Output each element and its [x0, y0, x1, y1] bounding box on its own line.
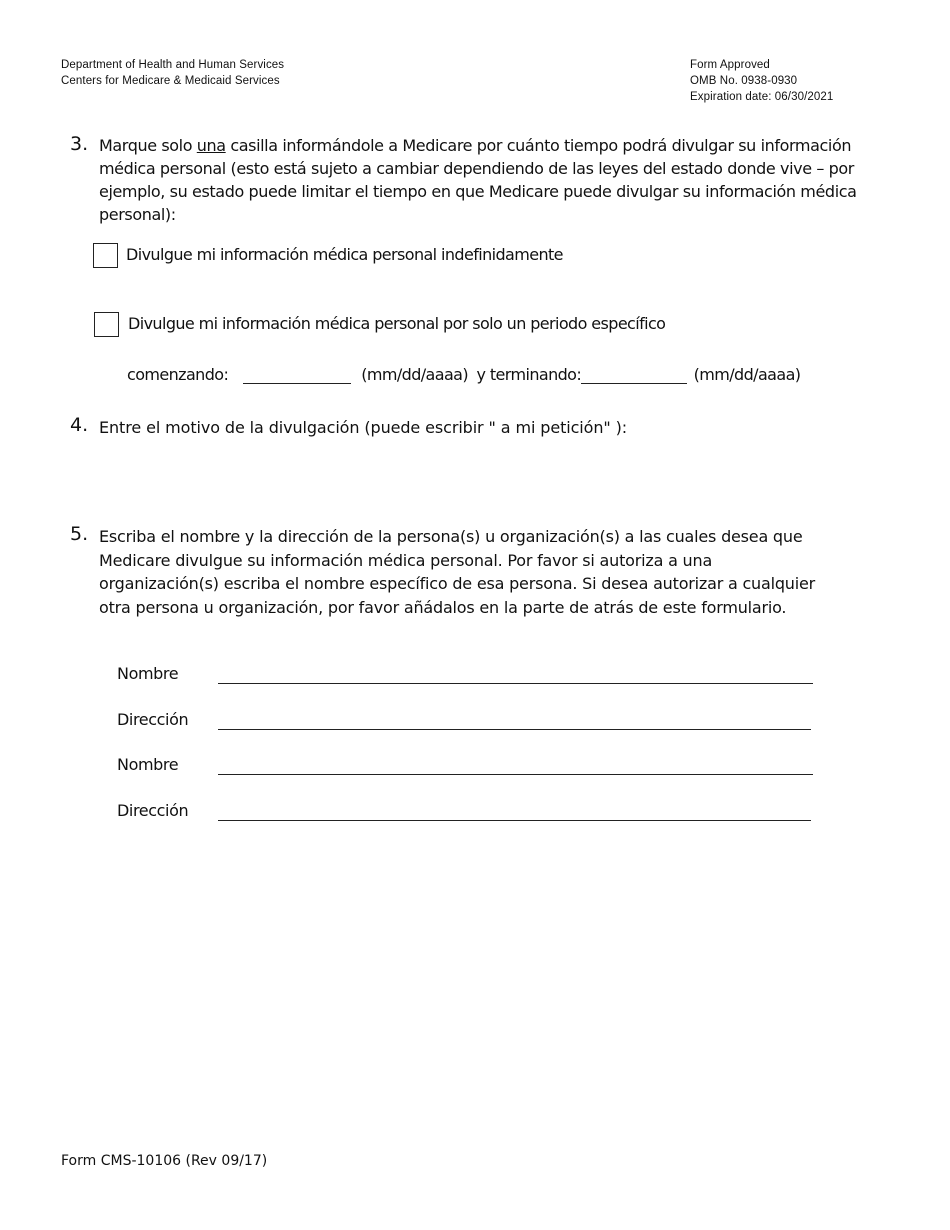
recipient-1-name-label: Nombre: [117, 664, 179, 683]
recipient-2-name-field[interactable]: [218, 774, 813, 775]
question-5-text: Escriba el nombre y la dirección de la persona(s) u organización(s) a las cuales desea que Medicare divulgue su información médica personal. Por favor si autoriza a una organización(s) escriba el nombre específico de esa persona. Si desea autorizar a cualquier otra persona u organización, por favor añádalos en la parte de atrás de este formulario.: [99, 527, 816, 617]
start-date-field[interactable]: [243, 367, 351, 384]
question-3-number: 3.: [70, 133, 89, 155]
recipient-2-address-field[interactable]: [218, 820, 811, 821]
recipient-1-name-field[interactable]: [218, 683, 813, 684]
question-5-number: 5.: [70, 523, 89, 545]
department-name: Department of Health and Human Services: [61, 59, 285, 71]
specific-period-label: Divulgue mi información médica personal por solo un periodo específico: [128, 314, 666, 333]
question-4-number: 4.: [70, 414, 89, 436]
form-approval-block: [690, 57, 833, 105]
end-date-format: (mm/dd/aaaa): [693, 365, 801, 384]
form-number-footer: Form CMS-10106 (Rev 09/17): [61, 1153, 268, 1169]
expiration-date: Expiration date: 06/30/2021: [690, 91, 834, 103]
date-range-row: [127, 365, 800, 384]
recipient-2-name-label: Nombre: [117, 755, 179, 774]
specific-period-checkbox[interactable]: [94, 312, 119, 337]
end-date-label: y terminando:: [476, 365, 582, 384]
recipient-2-address-label: Dirección: [117, 801, 189, 820]
recipient-1-address-label: Dirección: [117, 710, 189, 729]
indefinite-release-label: Divulgue mi información médica personal indefinidamente: [126, 245, 563, 264]
agency-header: [61, 57, 284, 89]
emphasis-una: una: [196, 136, 226, 155]
omb-number: OMB No. 0938-0930: [690, 75, 798, 87]
question-4-text: Entre el motivo de la divulgación (puede escribir " a mi petición" ):: [99, 418, 628, 437]
agency-name: Centers for Medicare & Medicaid Services: [61, 75, 280, 87]
start-date-label: comenzando:: [127, 365, 229, 384]
end-date-field[interactable]: [581, 367, 687, 384]
question-3-text: Marque solo una casilla informándole a Medicare por cuánto tiempo podrá divulgar su información médica personal (esto está sujeto a cambiar dependiendo de las leyes del estado donde vive – por ejemplo, su estado puede limitar el tiempo en que Medicare puede divulgar su información médica personal):: [99, 136, 857, 224]
indefinite-release-checkbox[interactable]: [93, 243, 118, 268]
recipient-1-address-field[interactable]: [218, 729, 811, 730]
start-date-format: (mm/dd/aaaa): [361, 365, 469, 384]
form-approved-label: Form Approved: [690, 59, 770, 71]
